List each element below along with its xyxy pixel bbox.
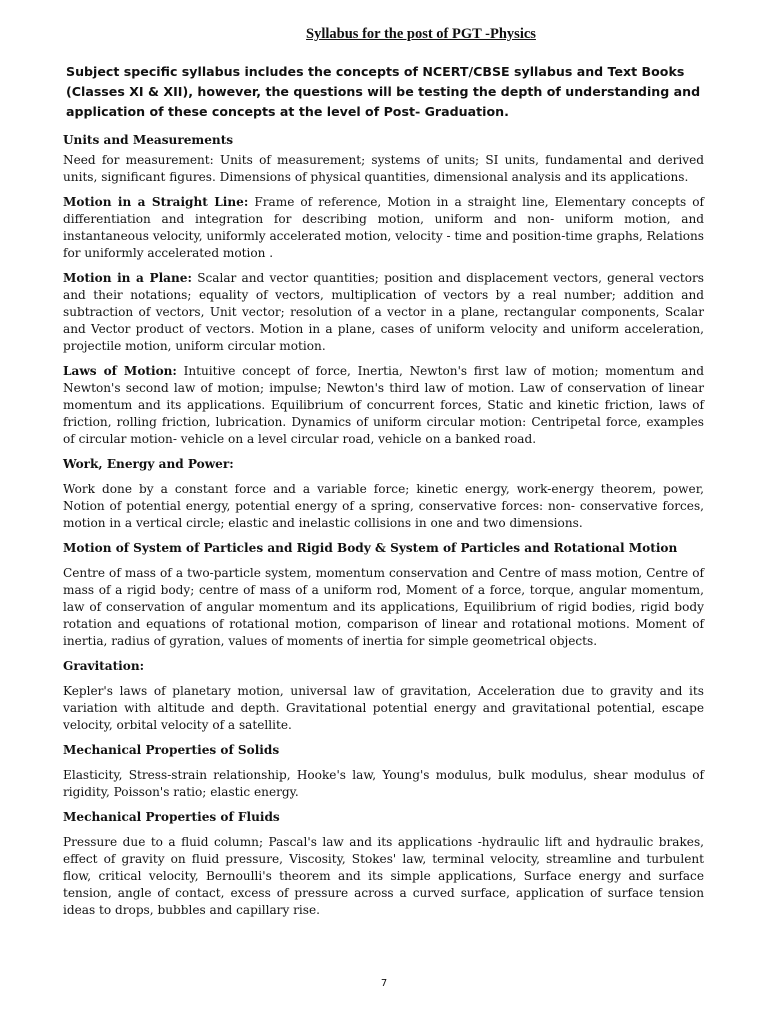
section-text: Scalar and vector quantities; position and displacement vectors, general vectors and their notations; equality of vectors, multiplication of vectors by a real number; addition and subtraction of vectors, Unit vector; resolution of a vector in a plane, rectangular components, Scalar and Vector product of vectors. Motion in a plane, cases of uniform velocity and uniform acceleration, projectile motion, uniform circular motion.	[63, 271, 704, 353]
section-text: Intuitive concept of force, Inertia, Newton's first law of motion; momentum and Newton's second law of motion; impulse; Newton's third law of motion. Law of conservation of linear momentum and its applications. Equilibrium of concurrent forces, Static and kinetic friction, laws of friction, rolling friction, lubrication. Dynamics of uniform circular motion: Centripetal force, examples of circular motion- vehicle on a level circular road, vehicle on a banked road.	[63, 364, 704, 446]
syllabus-content	[63, 132, 704, 927]
section-paragraph	[63, 194, 704, 262]
section-text: Centre of mass of a two-particle system, momentum conservation and Centre of mass motion, Centre of mass of a rigid body; centre of mass of a uniform rod, Moment of a force, torque, angular momentum, law of conservation of angular momentum and its applications, Equilibrium of rigid bodies, rigid body rotation and equations of rotational motion, comparison of linear and rotational motions. Moment of inertia, radius of gyration, values of moments of inertia for simple geometrical objects.	[63, 566, 704, 648]
page-number: 7	[380, 978, 388, 989]
section-text: Need for measurement: Units of measurement; systems of units; SI units, fundamental and derived units, significant figures. Dimensions of physical quantities, dimensional analysis and its applications.	[63, 153, 704, 184]
section-paragraph	[63, 270, 704, 355]
section-text: Pressure due to a fluid column; Pascal's law and its applications -hydraulic lift and hydraulic brakes, effect of gravity on fluid pressure, Viscosity, Stokes' law, terminal velocity, streamline and turbulent flow, critical velocity, Bernoulli's theorem and its simple applications, Surface energy and surface tension, angle of contact, excess of pressure across a curved surface, application of surface tension ideas to drops, bubbles and capillary rise.	[63, 835, 704, 917]
section-heading: Mechanical Properties of Solids	[63, 743, 280, 757]
page-title: Syllabus for the post of PGT -Physics	[306, 26, 536, 42]
section-text: Frame of reference, Motion in a straight line, Elementary concepts of differentiation and integration for describing motion, uniform and non- uniform motion, and instantaneous velocity, uniformly accelerated motion, velocity - time and position-time graphs, Relations for uniformly accelerated motion .	[63, 195, 704, 260]
section-paragraph	[63, 363, 704, 448]
section-heading: Units and Measurements	[63, 133, 234, 147]
section-text: Work done by a constant force and a variable force; kinetic energy, work-energy theorem, power, Notion of potential energy, potential energy of a spring, conservative forces: non- conservative forces, motion in a vertical circle; elastic and inelastic collisions in one and two dimensions.	[63, 482, 704, 530]
section-heading: Work, Energy and Power:	[63, 457, 234, 471]
section-heading: Motion in a Plane:	[63, 271, 192, 285]
section-heading: Motion of System of Particles and Rigid Body & System of Particles and Rotational Motion	[63, 541, 678, 555]
section-heading: Mechanical Properties of Fluids	[63, 810, 280, 824]
section-heading: Gravitation:	[63, 659, 145, 673]
section-work-energy-power	[63, 456, 704, 532]
section-gravitation	[63, 658, 704, 734]
section-fluids	[63, 809, 704, 919]
section-heading: Motion in a Straight Line:	[63, 195, 249, 209]
section-text: Kepler's laws of planetary motion, universal law of gravitation, Acceleration due to gravity and its variation with altitude and depth. Gravitational potential energy and gravitational potential, escape velocity, orbital velocity of a satellite.	[63, 684, 704, 732]
section-motion-plane	[63, 270, 704, 355]
section-text: Elasticity, Stress-strain relationship, Hooke's law, Young's modulus, bulk modulus, shear modulus of rigidity, Poisson's ratio; elastic energy.	[63, 768, 704, 799]
section-solids	[63, 742, 704, 801]
section-rigid-body	[63, 540, 704, 650]
section-heading: Laws of Motion:	[63, 364, 177, 378]
intro-paragraph: Subject specific syllabus includes the concepts of NCERT/CBSE syllabus and Text Books (Classes XI & XII), however, the questions will be testing the depth of understanding and application of these concepts at the level of Post- Graduation.	[66, 64, 701, 119]
section-units-and-measurements	[63, 132, 704, 186]
section-motion-straight-line	[63, 194, 704, 262]
section-laws-of-motion	[63, 363, 704, 448]
